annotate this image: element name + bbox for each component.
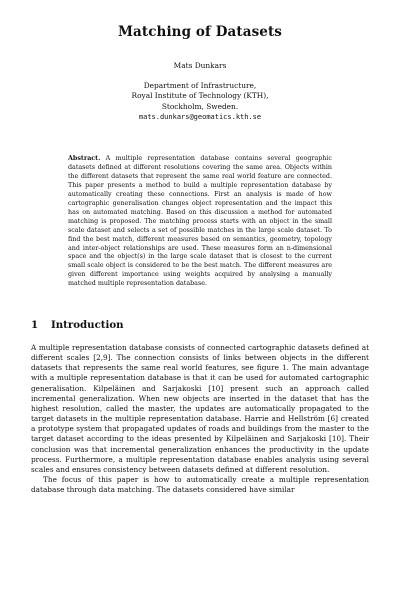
abstract-text: A multiple representation database contains several geographic datasets defined at different resolutions covering the same area. Objects within the different datasets that represent the same real world feature are connected. This paper presents a method to build a multiple representation database by automatically creating these connections. First an analysis is made of how cartographic generalisation changes object representation and the impact this has on automated matching. Based on this discussion a method for automated matching is proposed. The matching process starts with an object in the small scale dataset and selects a set of possible matches in the large scale dataset. To find the best match, different measures based on semantics, geometry, topology and inter-object relationships are used. These measures form an n-dimensional space and the object(s) in the large scale dataset that is closest to the current small scale object is considered to be the best match. The different measures are given different importance using weights acquired by analysing a manually matched multiple representation database. <box>68 155 332 288</box>
author-name: Mats Dunkars <box>173 61 227 70</box>
affiliation-institute: Royal Institute of Technology (KTH), <box>131 91 269 101</box>
affiliation-department: Department of Infrastructure, <box>143 81 257 90</box>
body-text <box>31 343 369 495</box>
abstract <box>68 155 332 289</box>
affiliation-block <box>0 81 400 123</box>
section-title: Introduction <box>51 319 124 331</box>
author-email[interactable]: mats.dunkars@geomatics.kth.se <box>138 113 262 122</box>
paper-title: Matching of Datasets <box>117 24 283 40</box>
abstract-heading: Abstract. <box>68 155 101 162</box>
affiliation-city: Stockholm, Sweden. <box>161 101 239 111</box>
body-paragraph: The focus of this paper is how to automatically create a multiple representation database through data matching. The datasets considered have similar <box>31 475 369 495</box>
body-paragraph: A multiple representation database consists of connected cartographic datasets defined at different scales [2,9]. The connection consists of links between objects in the different datasets that represents the same real world features, see figure 1. The main advantage with a multiple representation database is that it can be used for automated cartographic generalisation. Kilpeläinen and Sarjakoski [10] present such an approach called incremental generalization. When new objects are inserted in the dataset that has the highest resolution, called the master, the updates are automatically propagated to the target datasets in the multiple representation database. Harrie and Hellström [6] created a prototype system that propagated updates of roads and buildings from the master to the target dataset according to the ideas presented by Kilpeläinen and Sarjakoski [10]. Their conclusion was that incremental generalization enhances the productivity in the update process. Furthermore, a multiple representation database enables analysis using several scales and ensures consistency between datasets defined at different resolution. <box>31 343 369 474</box>
section-heading <box>31 319 124 331</box>
section-number: 1 <box>31 319 39 331</box>
